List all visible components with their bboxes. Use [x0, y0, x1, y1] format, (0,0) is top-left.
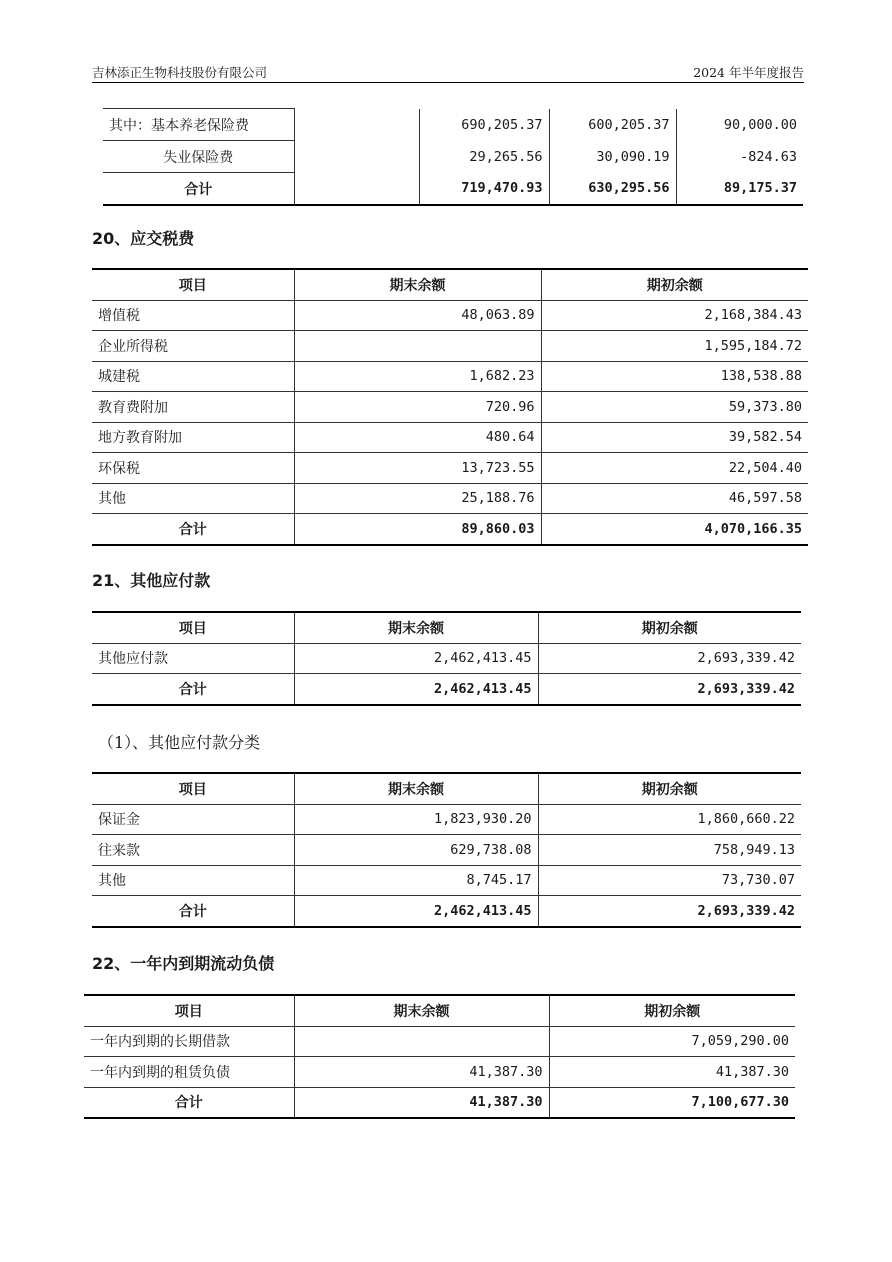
cell-value: 2,462,413.45	[294, 643, 538, 674]
row-label: 城建税	[92, 361, 294, 392]
report-name: 2024 年半年度报告	[693, 65, 804, 80]
table-row	[84, 1026, 795, 1057]
column-header: 期末余额	[294, 269, 541, 300]
column-header: 期末余额	[294, 995, 549, 1026]
total-value: 4,070,166.35	[541, 514, 808, 545]
cell-value: 2,693,339.42	[538, 643, 801, 674]
table-row	[92, 361, 808, 392]
table-row	[92, 643, 801, 674]
row-label: 失业保险费	[103, 141, 294, 173]
subsection-title-classification: （1）、其他应付款分类	[98, 733, 261, 752]
cell-value	[294, 331, 541, 362]
total-label: 合计	[92, 674, 294, 705]
row-label: 教育费附加	[92, 392, 294, 423]
table-row	[103, 141, 803, 173]
row-label: 地方教育附加	[92, 422, 294, 453]
table-row	[103, 109, 803, 141]
cell-value: 600,205.37	[549, 109, 676, 141]
cell-value: 1,595,184.72	[541, 331, 808, 362]
cell-value: 46,597.58	[541, 483, 808, 514]
column-header: 项目	[178, 620, 207, 637]
column-header: 期末余额	[294, 612, 538, 643]
cell-value: 39,582.54	[541, 422, 808, 453]
cell-value: -824.63	[676, 141, 803, 173]
cell-value: 2,168,384.43	[541, 300, 808, 331]
table-row	[92, 392, 808, 423]
total-row	[84, 1087, 795, 1118]
table-header-row	[92, 773, 801, 804]
other-payables-table	[92, 611, 801, 706]
cell-value: 1,860,660.22	[538, 804, 801, 835]
row-label: 一年内到期的长期借款	[84, 1026, 294, 1057]
total-row	[92, 674, 801, 705]
table-row	[92, 483, 808, 514]
row-label: 保证金	[92, 804, 294, 835]
cell-value: 758,949.13	[538, 835, 801, 866]
total-label: 合计	[92, 896, 294, 927]
table-header-row	[92, 269, 808, 300]
total-value: 2,693,339.42	[538, 674, 801, 705]
column-header: 项目	[174, 1003, 203, 1020]
cell-value: 690,205.37	[419, 109, 549, 141]
total-value: 41,387.30	[294, 1087, 549, 1118]
cell-value: 41,387.30	[549, 1057, 795, 1088]
row-label: 其他	[92, 483, 294, 514]
total-value: 2,462,413.45	[294, 674, 538, 705]
total-row	[103, 173, 803, 206]
table-row	[92, 300, 808, 331]
column-header: 期初余额	[549, 995, 795, 1026]
column-header: 项目	[178, 277, 207, 294]
total-row	[92, 514, 808, 545]
taxes-table	[92, 268, 808, 546]
row-label: 环保税	[92, 453, 294, 484]
table-row	[92, 835, 801, 866]
column-header: 项目	[178, 781, 207, 798]
table-header-row	[84, 995, 795, 1026]
company-name: 吉林添正生物科技股份有限公司	[92, 65, 268, 80]
total-label: 合计	[103, 173, 294, 206]
table-row	[92, 453, 808, 484]
total-value: 89,175.37	[676, 173, 803, 206]
row-label: 企业所得税	[92, 331, 294, 362]
row-label: 往来款	[92, 835, 294, 866]
cell-value: 25,188.76	[294, 483, 541, 514]
section-title-other-payables: 21、其他应付款	[92, 571, 211, 590]
cell-value: 138,538.88	[541, 361, 808, 392]
cell-value: 8,745.17	[294, 865, 538, 896]
cell-value: 13,723.55	[294, 453, 541, 484]
row-label: 其他应付款	[92, 643, 294, 674]
total-value: 630,295.56	[549, 173, 676, 206]
total-label: 合计	[84, 1087, 294, 1118]
social-insurance-table	[103, 108, 803, 206]
row-label: 增值税	[92, 300, 294, 331]
row-label: 其中：基本养老保险费	[103, 109, 294, 141]
section-title-current-liabilities: 22、一年内到期流动负债	[92, 954, 275, 973]
total-value: 7,100,677.30	[549, 1087, 795, 1118]
row-label: 一年内到期的租赁负债	[84, 1057, 294, 1088]
cell-value: 22,504.40	[541, 453, 808, 484]
cell-value: 48,063.89	[294, 300, 541, 331]
column-header: 期初余额	[541, 269, 808, 300]
current-liabilities-table	[84, 994, 795, 1119]
total-value: 2,693,339.42	[538, 896, 801, 927]
column-header: 期初余额	[538, 773, 801, 804]
column-header: 期末余额	[294, 773, 538, 804]
cell-value: 29,265.56	[419, 141, 549, 173]
cell-value: 41,387.30	[294, 1057, 549, 1088]
cell-value: 90,000.00	[676, 109, 803, 141]
cell-value: 7,059,290.00	[549, 1026, 795, 1057]
cell-value: 73,730.07	[538, 865, 801, 896]
cell-value: 59,373.80	[541, 392, 808, 423]
cell-value	[294, 1026, 549, 1057]
column-header: 期初余额	[538, 612, 801, 643]
total-value: 2,462,413.45	[294, 896, 538, 927]
table-row	[84, 1057, 795, 1088]
cell-value: 1,823,930.20	[294, 804, 538, 835]
table-row	[92, 422, 808, 453]
cell-value: 1,682.23	[294, 361, 541, 392]
table-row	[92, 865, 801, 896]
table-row	[92, 331, 808, 362]
section-title-taxes: 20、应交税费	[92, 229, 195, 248]
cell-value: 629,738.08	[294, 835, 538, 866]
total-row	[92, 896, 801, 927]
table-header-row	[92, 612, 801, 643]
total-label: 合计	[92, 514, 294, 545]
total-value: 719,470.93	[419, 173, 549, 206]
table-row	[92, 804, 801, 835]
cell-value: 480.64	[294, 422, 541, 453]
page-header	[92, 62, 804, 83]
cell-value: 720.96	[294, 392, 541, 423]
row-label: 其他	[92, 865, 294, 896]
cell-value: 30,090.19	[549, 141, 676, 173]
other-payables-class-table	[92, 772, 801, 928]
total-value: 89,860.03	[294, 514, 541, 545]
